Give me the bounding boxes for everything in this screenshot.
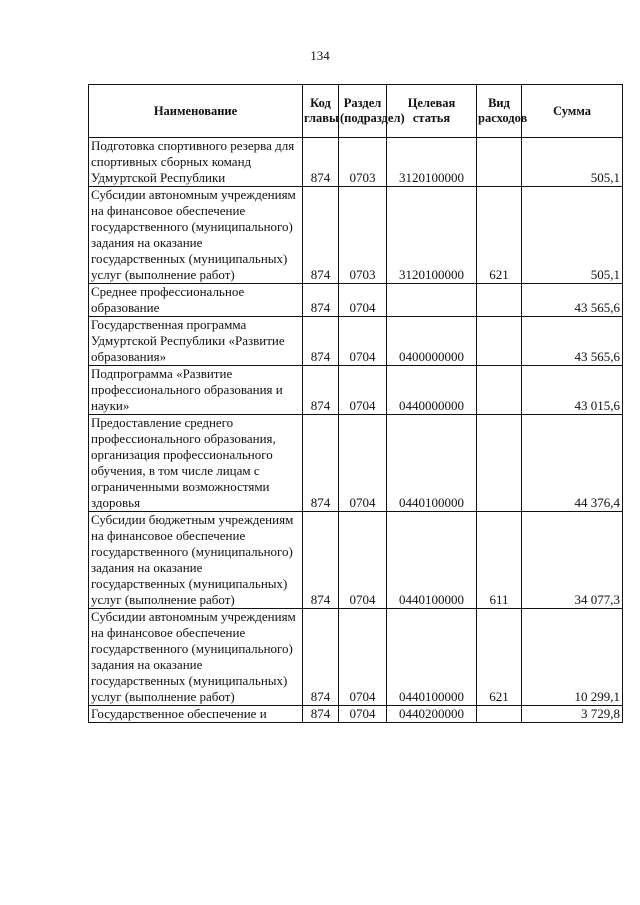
row-target: 0440000000 <box>387 366 477 415</box>
row-target: 3120100000 <box>387 187 477 284</box>
row-expense <box>477 284 522 317</box>
page-number: 134 <box>310 48 330 63</box>
row-code: 874 <box>303 138 339 187</box>
budget-table <box>88 84 623 723</box>
table-row <box>89 317 623 366</box>
table-row <box>89 415 623 512</box>
row-sum: 505,1 <box>522 187 623 284</box>
row-code: 874 <box>303 317 339 366</box>
table-header-row <box>89 85 623 138</box>
row-code: 874 <box>303 415 339 512</box>
row-sum: 3 729,8 <box>522 706 623 723</box>
header-section: Раздел (подраздел) <box>339 85 387 138</box>
header-name: Наименование <box>89 85 303 138</box>
row-expense <box>477 706 522 723</box>
row-section: 0704 <box>339 415 387 512</box>
table-row <box>89 284 623 317</box>
row-section: 0704 <box>339 706 387 723</box>
row-expense: 611 <box>477 512 522 609</box>
table-row <box>89 512 623 609</box>
row-sum: 43 565,6 <box>522 284 623 317</box>
row-target: 0400000000 <box>387 317 477 366</box>
row-section: 0704 <box>339 512 387 609</box>
row-expense <box>477 366 522 415</box>
row-section: 0703 <box>339 187 387 284</box>
row-expense <box>477 138 522 187</box>
header-target: Целевая статья <box>387 85 477 138</box>
row-name: Субсидии автономным учреждениям на финансовое обеспечение государственного (муниципального) задания на оказание государственных (муниципальных) услуг (выполнение работ) <box>89 609 303 706</box>
row-section: 0704 <box>339 609 387 706</box>
row-expense: 621 <box>477 609 522 706</box>
header-code: Код главы <box>303 85 339 138</box>
header-expense: Вид расходов <box>477 85 522 138</box>
row-expense: 621 <box>477 187 522 284</box>
row-name: Среднее профессиональное образование <box>89 284 303 317</box>
row-name: Субсидии автономным учреждениям на финансовое обеспечение государственного (муниципального) задания на оказание государственных (муниципальных) услуг (выполнение работ) <box>89 187 303 284</box>
row-target: 0440100000 <box>387 415 477 512</box>
row-sum: 10 299,1 <box>522 609 623 706</box>
row-sum: 44 376,4 <box>522 415 623 512</box>
row-section: 0704 <box>339 284 387 317</box>
header-sum: Сумма <box>522 85 623 138</box>
table-row <box>89 187 623 284</box>
row-target <box>387 284 477 317</box>
row-target: 0440100000 <box>387 609 477 706</box>
row-name: Субсидии бюджетным учреждениям на финансовое обеспечение государственного (муниципального) задания на оказание государственных (муниципальных) услуг (выполнение работ) <box>89 512 303 609</box>
row-code: 874 <box>303 187 339 284</box>
row-target: 3120100000 <box>387 138 477 187</box>
row-expense <box>477 317 522 366</box>
row-sum: 43 015,6 <box>522 366 623 415</box>
table-row <box>89 706 623 723</box>
row-sum: 43 565,6 <box>522 317 623 366</box>
row-section: 0704 <box>339 366 387 415</box>
table-row <box>89 609 623 706</box>
row-code: 874 <box>303 366 339 415</box>
row-code: 874 <box>303 706 339 723</box>
row-name: Государственная программа Удмуртской Республики «Развитие образования» <box>89 317 303 366</box>
table-row <box>89 366 623 415</box>
row-target: 0440100000 <box>387 512 477 609</box>
row-name: Подпрограмма «Развитие профессионального образования и науки» <box>89 366 303 415</box>
row-section: 0704 <box>339 317 387 366</box>
table-row <box>89 138 623 187</box>
row-name: Предоставление среднего профессионального образования, организация профессионального обучения, в том числе лицам с ограниченными возможностями здоровья <box>89 415 303 512</box>
row-name: Подготовка спортивного резерва для спортивных сборных команд Удмуртской Республики <box>89 138 303 187</box>
row-name: Государственное обеспечение и <box>89 706 303 723</box>
row-code: 874 <box>303 284 339 317</box>
row-target: 0440200000 <box>387 706 477 723</box>
row-code: 874 <box>303 512 339 609</box>
row-sum: 34 077,3 <box>522 512 623 609</box>
row-section: 0703 <box>339 138 387 187</box>
row-sum: 505,1 <box>522 138 623 187</box>
row-code: 874 <box>303 609 339 706</box>
row-expense <box>477 415 522 512</box>
